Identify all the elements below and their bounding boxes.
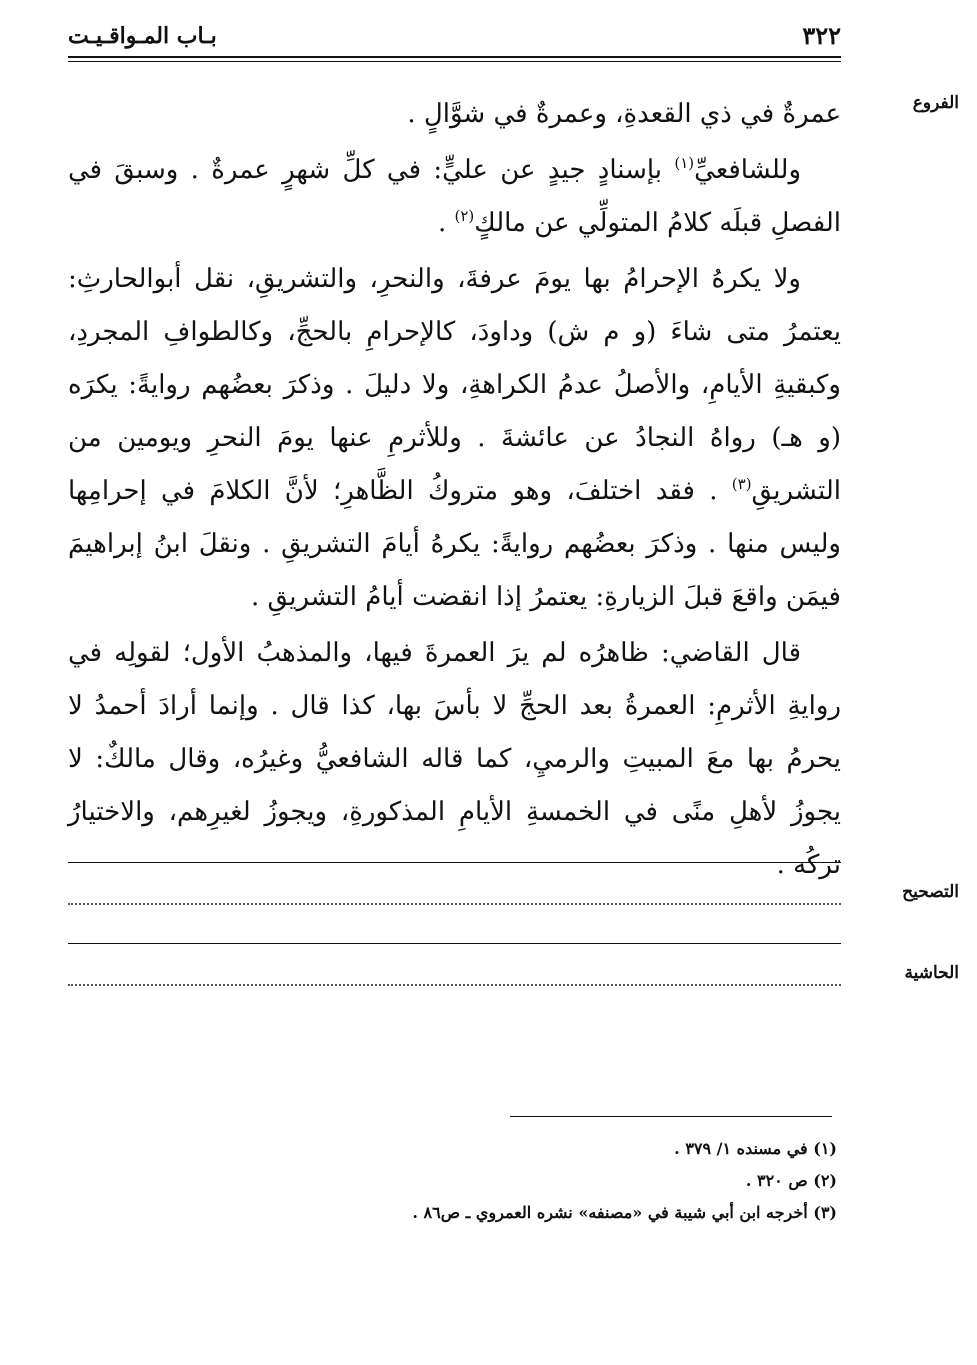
footnote-1: (١) في مسنده ١/ ٣٧٩ .	[674, 1139, 837, 1158]
margin-label-furu: الفروع	[912, 93, 959, 113]
paragraph-1	[68, 88, 841, 141]
paragraph-text: وللشافعيِّ	[694, 155, 801, 185]
paragraph-text: .	[437, 208, 455, 238]
footnote-3: (٣) أخرجه ابن أبي شيبة في «مصنفه» نشره العمروي ـ ص٨٦ .	[412, 1203, 837, 1222]
page-number: ٣٢٢	[802, 21, 841, 50]
paragraph-2	[68, 144, 841, 250]
paragraph-4	[68, 627, 841, 892]
paragraph-text: قال القاضي: ظاهرُه لم يرَ العمرةَ فيها، والمذهبُ الأول؛ لقولِه في روايةِ الأثرمِ: العمرةُ بعد الحجِّ لا بأسَ بها، كذا قال . وإنما أرادَ أحمدُ لا يحرمُ بها معَ المبيتِ والرميِ، كما قاله الشافعيُّ وغيرُه، وقال مالكٌ: لا يجوزُ لأهلِ منًى في الخمسةِ الأيامِ المذكورةِ، ويجوزُ لغيرِهم، والاختيارُ تركُه .	[68, 638, 841, 880]
hashiya-dotted-line	[68, 984, 841, 986]
running-header	[68, 14, 841, 54]
main-text	[68, 88, 841, 892]
footnote-rule	[510, 1116, 832, 1117]
footnotes	[137, 1133, 837, 1229]
running-title: بـاب المـواقـيـت	[68, 23, 217, 49]
header-rule-thin	[68, 61, 841, 62]
paragraph-3	[68, 253, 841, 624]
divider-line	[68, 862, 841, 863]
paragraph-text: بإسنادٍ جيدٍ عن عليٍّ: في كلِّ شهرٍ عمرةٌ . وسبقَ في الفصلِ قبلَه كلامُ المتولِّي عن مالكٍ	[68, 155, 841, 238]
tashih-dotted-line	[68, 903, 841, 905]
paragraph-text: عمرةٌ في ذي القعدةِ، وعمرةٌ في شوَّالٍ .	[407, 99, 841, 129]
paragraph-text: ولا يكرهُ الإحرامُ بها يومَ عرفةَ، والنحرِ، والتشريقِ، نقل أبوالحارثِ: يعتمرُ متى شاءَ (و م ش) وداودَ، كالإحرامِ بالحجِّ، وكالطوافِ المجردِ، وكبقيةِ الأيامِ، والأصلُ عدمُ الكراهةِ، ولا دليلَ . وذكرَ بعضُهم روايةً: يكرَه (و هـ) رواهُ النجادُ عن عائشةَ . وللأثرمِ عنها يومَ النحرِ ويومين من التشريقِ	[68, 264, 841, 506]
margin-label-hashiya: الحاشية	[904, 963, 959, 983]
header-rule	[68, 56, 841, 58]
footnote-2: (٢) ص ٣٢٠ .	[745, 1171, 837, 1190]
footnote-reference[interactable]: (١)	[674, 154, 695, 172]
divider-line	[68, 943, 841, 944]
margin-label-tashih: التصحيح	[902, 882, 959, 902]
paragraph-text: . فقد اختلفَ، وهو متروكُ الظَّاهرِ؛ لأنَّ الكلامَ في إحرامِها وليس منها . وذكرَ بعضُهم روايةً: يكرهُ أيامَ التشريقِ . ونقلَ ابنُ إبراهيمَ فيمَن واقعَ قبلَ الزيارةِ: يعتمرُ إذا انقضت أيامُ التشريقِ .	[68, 476, 841, 612]
footnote-reference[interactable]: (٣)	[731, 475, 752, 493]
footnote-reference[interactable]: (٢)	[454, 207, 475, 225]
